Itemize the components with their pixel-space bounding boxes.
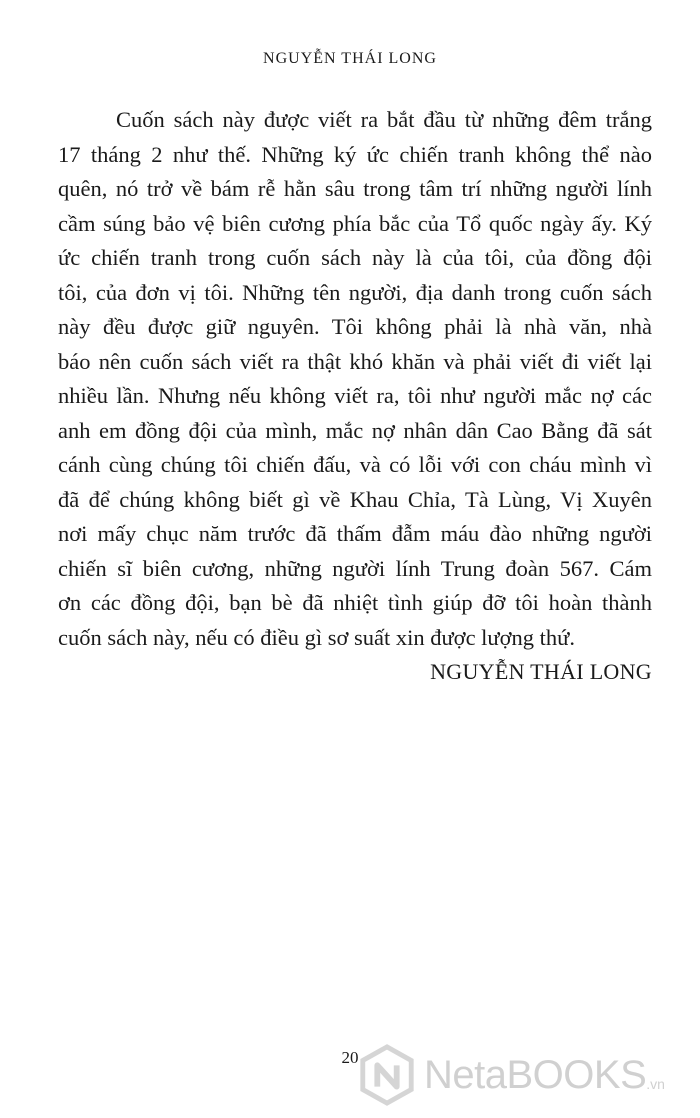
page-number: 20 [341,1048,359,1067]
author-signature: NGUYỄN THÁI LONG [430,659,652,684]
body-line: tôi, của đơn vị tôi. Những tên người, địa danh trong cuốn sách [58,279,652,305]
body-line: đã để chúng không biết gì về Khau Chỉa, Tà Lùng, Vị Xuyên [58,486,652,512]
watermark-brand: NetaBOOKS [424,1052,647,1097]
body-line: quên, nó trở về bám rễ hằn sâu trong tâm trí những người lính [58,176,652,201]
body-line: chiến sĩ biên cương, những người lính Trung đoàn 567. Cám [58,555,652,581]
body-line: 17 tháng 2 như thế. Những ký ức chiến tranh không thể nào [58,141,652,167]
running-header: NGUYỄN THÁI LONG [263,50,437,67]
body-line: ức chiến tranh trong cuốn sách này là của tôi, của đồng đội [58,245,652,270]
body-line: nơi mấy chục năm trước đã thấm đẫm máu đào những người [58,521,652,546]
netabooks-logo-icon [356,1044,418,1106]
body-line: nhiều lần. Nhưng nếu không viết ra, tôi như người mắc nợ các [58,383,652,408]
body-line: cuốn sách này, nếu có điều gì sơ suất xin được lượng thứ. [58,624,575,650]
body-line: báo nên cuốn sách viết ra thật khó khăn và phải viết đi viết lại [58,348,652,374]
body-line: cầm súng bảo vệ biên cương phía bắc của Tổ quốc ngày ấy. Ký [58,210,652,236]
body-line: cánh cùng chúng tôi chiến đấu, và có lỗi với con cháu mình vì [58,452,652,477]
body-line: ơn các đồng đội, bạn bè đã nhiệt tình giúp đỡ tôi hoàn thành [58,590,652,615]
body-line: anh em đồng đội của mình, mắc nợ nhân dân Cao Bằng đã sát [58,417,652,443]
body-line: Cuốn sách này được viết ra bắt đầu từ những đêm trắng [116,107,652,132]
watermark-suffix: .vn [646,1076,665,1092]
body-line: này đều được giữ nguyên. Tôi không phải là nhà văn, nhà [58,314,652,339]
body-paragraph [58,103,652,655]
netabooks-watermark [356,1040,696,1110]
